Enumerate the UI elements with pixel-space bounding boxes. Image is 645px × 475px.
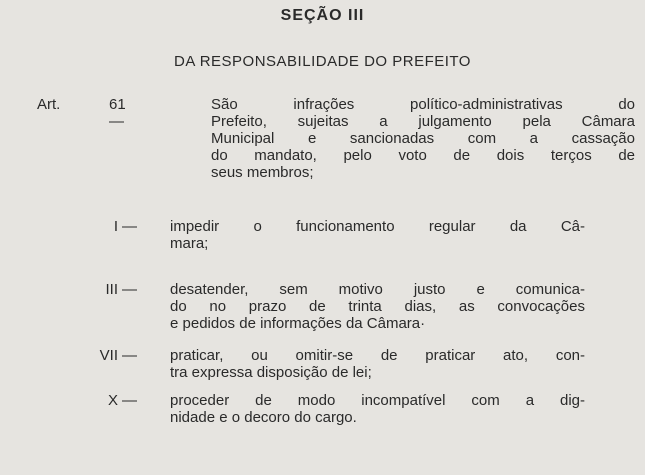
item-line: do no prazo de trinta dias, as convocações	[170, 298, 585, 315]
item-dash: —	[122, 281, 137, 298]
article-text	[211, 96, 635, 181]
item-line: proceder de modo incompatível com a dig-	[170, 392, 585, 409]
item-text	[170, 347, 585, 381]
item-text	[170, 281, 585, 332]
section-subtitle: DA RESPONSABILIDADE DO PREFEITO	[174, 53, 471, 70]
item-dash: —	[122, 218, 137, 235]
item-numeral: X	[107, 392, 118, 409]
item-line: e pedidos de informações da Câmara·	[170, 315, 426, 332]
item-numeral: I	[113, 218, 118, 235]
item-dash: —	[122, 347, 137, 364]
item-text	[170, 218, 585, 252]
article-number: 61 —	[109, 96, 126, 130]
article-line: São infrações político-administrativas do	[211, 96, 635, 113]
item-numeral: III	[105, 281, 118, 298]
item-line: nidade e o decoro do cargo.	[170, 409, 357, 426]
item-line: mara;	[170, 235, 209, 252]
article-line: Municipal e sancionadas com a cassação	[211, 130, 635, 147]
item-line: praticar, ou omitir-se de praticar ato, con-	[170, 347, 585, 364]
article-line: Prefeito, sujeitas a julgamento pela Câmara	[211, 113, 635, 130]
article-line: seus membros;	[211, 164, 314, 181]
article-label: Art.	[37, 96, 61, 113]
item-dash: —	[122, 392, 137, 409]
item-line: tra expressa disposição de lei;	[170, 364, 372, 381]
article-line: do mandato, pelo voto de dois terços de	[211, 147, 635, 164]
item-line: desatender, sem motivo justo e comunica-	[170, 281, 585, 298]
item-text	[170, 392, 585, 426]
item-line: impedir o funcionamento regular da Câ-	[170, 218, 585, 235]
item-numeral: VII	[99, 347, 118, 364]
section-title: SEÇÃO III	[280, 7, 365, 24]
